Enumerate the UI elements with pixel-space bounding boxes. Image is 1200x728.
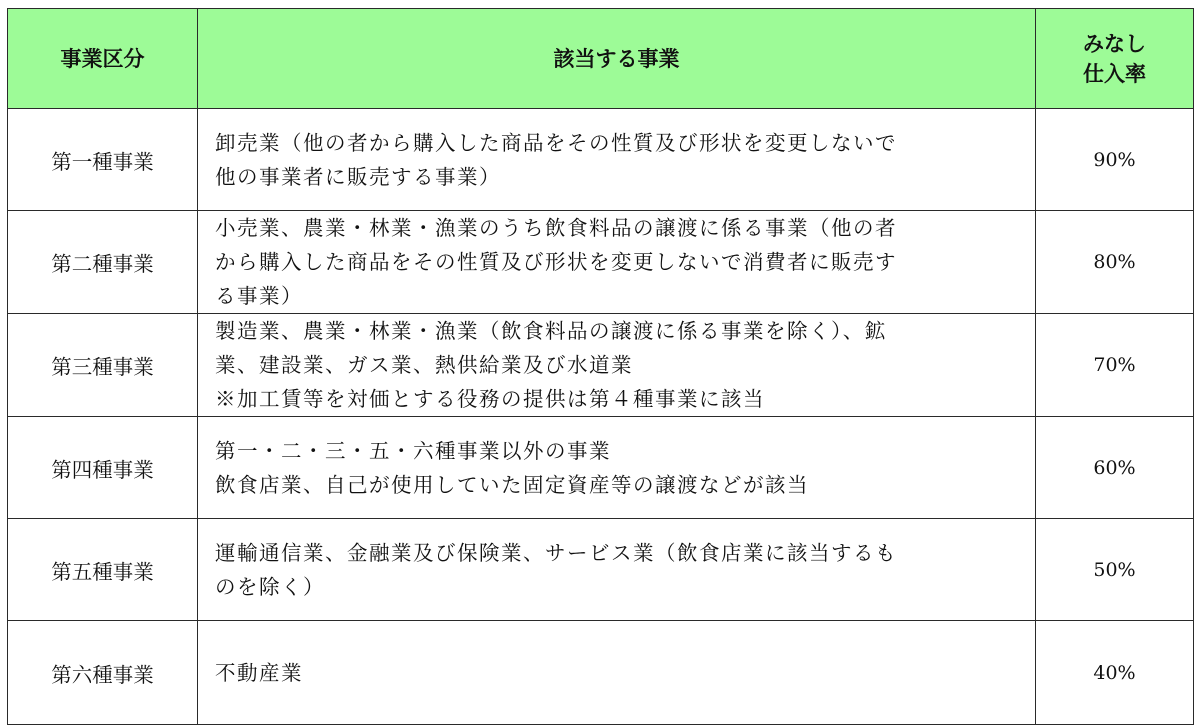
table-row xyxy=(8,519,1194,621)
rate-cell: 70% xyxy=(1036,314,1194,417)
deemed-purchase-rate-table xyxy=(7,8,1194,725)
business-cell xyxy=(198,417,1036,519)
rate-cell: 90% xyxy=(1036,109,1194,211)
business-line: から購入した商品をその性質及び形状を変更しないで消費者に販売す xyxy=(215,250,897,274)
business-cell xyxy=(198,621,1036,725)
business-cell xyxy=(198,314,1036,417)
category-cell: 第五種事業 xyxy=(8,519,198,621)
rate-cell: 40% xyxy=(1036,621,1194,725)
table-row xyxy=(8,314,1194,417)
category-cell: 第六種事業 xyxy=(8,621,198,725)
rate-cell: 60% xyxy=(1036,417,1194,519)
header-row xyxy=(8,9,1194,109)
business-line: 運輸通信業、金融業及び保険業、サービス業（飲食店業に該当するも xyxy=(215,540,897,565)
business-line: 不動産業 xyxy=(215,660,303,685)
business-cell xyxy=(198,109,1036,211)
header-category: 事業区分 xyxy=(8,9,198,109)
table-row xyxy=(8,417,1194,519)
business-cell xyxy=(198,519,1036,621)
category-cell: 第二種事業 xyxy=(8,211,198,314)
table-row xyxy=(8,211,1194,314)
header-rate-line-1: みなし xyxy=(1083,31,1146,56)
business-line: 卸売業（他の者から購入した商品をその性質及び形状を変更しないで xyxy=(215,130,897,155)
rate-cell: 80% xyxy=(1036,211,1194,314)
category-cell: 第四種事業 xyxy=(8,417,198,519)
header-rate xyxy=(1036,9,1194,109)
business-line: 製造業、農業・林業・漁業（飲食料品の譲渡に係る事業を除く）、鉱 xyxy=(215,319,887,343)
business-line: 業、建設業、ガス業、熱供給業及び水道業 xyxy=(215,353,633,377)
business-line: 第一・二・三・五・六種事業以外の事業 xyxy=(215,438,611,463)
business-line: 飲食店業、自己が使用していた固定資産等の譲渡などが該当 xyxy=(215,472,809,497)
category-cell: 第三種事業 xyxy=(8,314,198,417)
business-line: 小売業、農業・林業・漁業のうち飲食料品の譲渡に係る事業（他の者 xyxy=(215,216,897,240)
business-line: のを除く） xyxy=(215,574,325,599)
business-line: る事業） xyxy=(215,284,303,308)
business-line: ※加工賃等を対価とする役務の提供は第４種事業に該当 xyxy=(215,387,765,411)
table-row xyxy=(8,109,1194,211)
category-cell: 第一種事業 xyxy=(8,109,198,211)
table-row xyxy=(8,621,1194,725)
header-rate-line-2: 仕入率 xyxy=(1083,61,1146,86)
rate-cell: 50% xyxy=(1036,519,1194,621)
business-line: 他の事業者に販売する事業） xyxy=(215,164,501,189)
business-cell xyxy=(198,211,1036,314)
header-business: 該当する事業 xyxy=(198,9,1036,109)
